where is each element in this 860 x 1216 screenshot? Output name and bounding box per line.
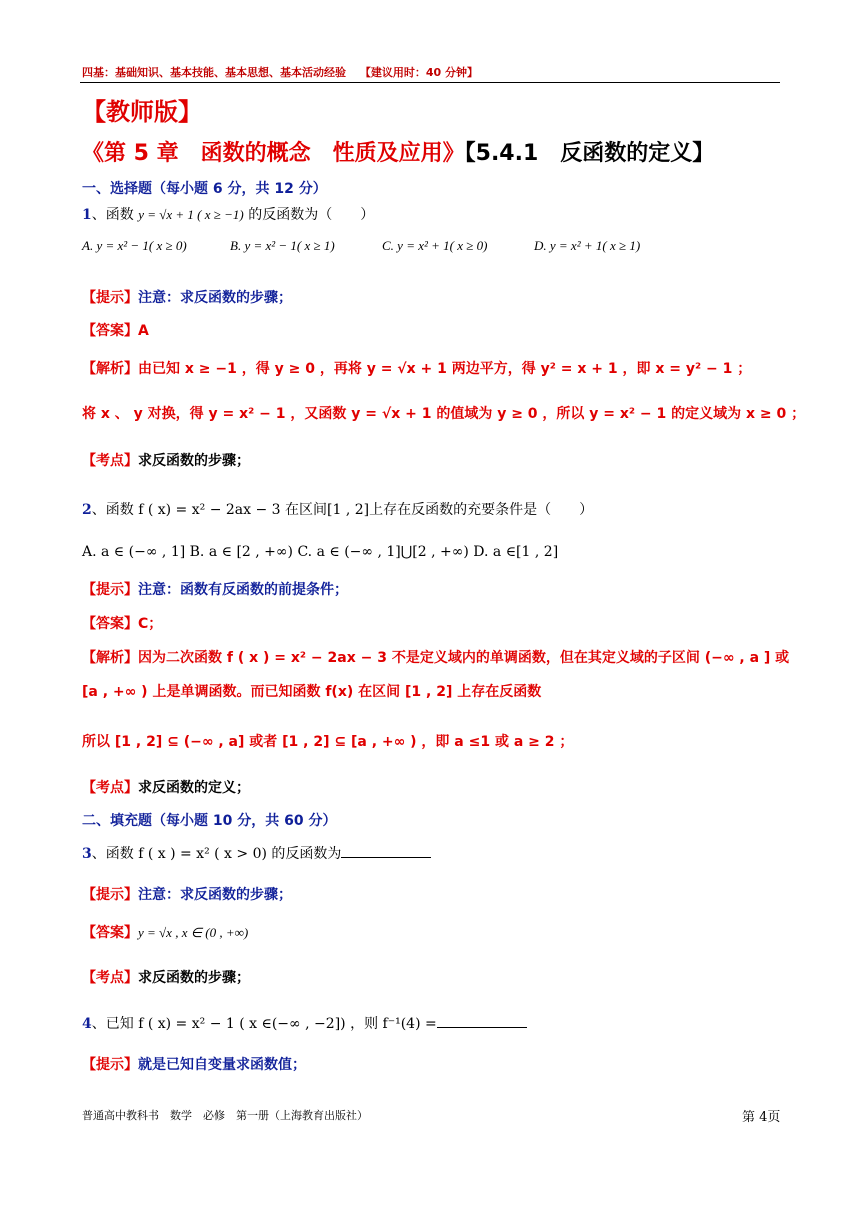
answer-text: A (138, 323, 149, 339)
question-stem: 函数 f ( x) = x² − 2ax − 3 在区间[1 , 2]上存在反函数的充要条件是（ ） (105, 502, 594, 518)
page-title (82, 136, 714, 167)
q2-point (82, 777, 250, 797)
option-b: B. y = x² − 1( x ≥ 1) (230, 238, 335, 253)
hint-label: 【提示】 (82, 1057, 138, 1073)
q2-analysis-line1 (82, 647, 789, 667)
q2-answer (82, 613, 162, 633)
question-stem: 函数 f ( x ) = x² ( x > 0) 的反函数为 (105, 846, 342, 862)
footer-book-info: 普通高中教科书 数学 必修 第一册（上海教育出版社） (82, 1109, 368, 1122)
analysis-label: 【解析】 (82, 650, 138, 666)
q2-analysis-line3 (82, 731, 573, 751)
answer-label: 【答案】 (82, 616, 138, 632)
point-label: 【考点】 (82, 970, 138, 986)
point-text: 求反函数的步骤； (138, 453, 250, 469)
header-left-text: 四基：基础知识、基本技能、基本思想、基本活动经验 (82, 66, 346, 79)
q1-analysis-line1 (82, 358, 751, 378)
question-stem-end: 的反函数为（ ） (243, 207, 375, 223)
q1-point (82, 450, 250, 470)
answer-blank (341, 843, 431, 858)
question-stem: 已知 f ( x) = x² − 1 ( x ∈(−∞ , −2]) ，则 f⁻¹(4) = (105, 1016, 437, 1032)
analysis-text: [a , +∞ ) 上是单调函数。而已知函数 f(x) 在区间 [1 , 2] 上存在反函数 (82, 684, 542, 700)
point-text: 求反函数的定义； (138, 780, 250, 796)
header-rule (80, 82, 780, 83)
question-sep: 、 (91, 502, 106, 518)
q4-hint (82, 1054, 306, 1074)
question-stem: 函数 (105, 207, 139, 223)
answer-label: 【答案】 (82, 925, 138, 941)
question-number: 4 (82, 1016, 92, 1032)
point-label: 【考点】 (82, 453, 138, 469)
hint-text: 注意：求反函数的步骤； (138, 887, 292, 903)
q2-analysis-line2 (82, 681, 541, 701)
section-heading-fill: 二、填充题（每小题 10 分，共 60 分） (82, 813, 337, 829)
analysis-text: 因为二次函数 f ( x ) = x² − 2ax − 3 不是定义域内的单调函数，但在其定义域的子区间 (−∞ , a ] 或 (138, 650, 790, 666)
question-number: 1 (82, 207, 92, 223)
question-sep: 、 (91, 1016, 106, 1032)
lesson-title: 【5.4.1 反函数的定义】 (464, 141, 715, 166)
section-heading-choice: 一、选择题（每小题 6 分，共 12 分） (82, 181, 327, 197)
option-d: D. y = x² + 1( x ≥ 1) (534, 238, 641, 253)
question-sep: 、 (91, 207, 106, 223)
question-1 (82, 204, 374, 224)
question-1-options (82, 238, 640, 254)
edition-label: 【教师版】 (82, 98, 202, 126)
answer-blank (437, 1013, 527, 1028)
analysis-text: 由已知 x ≥ −1 ，得 y ≥ 0 ，再将 y = √x + 1 两边平方，得 y² = x + 1 ，即 x = y² − 1 ； (138, 361, 752, 377)
q2-hint (82, 579, 348, 599)
chapter-title: 《第 5 章 函数的概念 性质及应用》 (82, 141, 465, 166)
hint-text: 注意：函数有反函数的前提条件； (138, 582, 348, 598)
hint-text: 注意：求反函数的步骤； (138, 290, 292, 306)
question-3 (82, 843, 431, 863)
hint-text: 就是已知自变量求函数值； (138, 1057, 306, 1073)
q1-answer (82, 320, 149, 340)
q1-hint (82, 287, 292, 307)
question-sep: 、 (91, 846, 106, 862)
question-2-options: A. a ∈ (−∞ , 1] B. a ∈ [2 , +∞) C. a ∈ (−∞ , 1]⋃[2 , +∞) D. a ∈[1 , 2] (82, 544, 559, 560)
option-a: A. y = x² − 1( x ≥ 0) (82, 238, 187, 253)
page-header (82, 64, 478, 80)
question-number: 3 (82, 846, 92, 862)
analysis-label: 【解析】 (82, 361, 138, 377)
question-formula: y = √x + 1 ( x ≥ −1) (138, 207, 244, 222)
answer-text: y = √x , x ∈ (0 , +∞) (138, 925, 249, 940)
question-number: 2 (82, 502, 92, 518)
q3-answer (82, 922, 248, 942)
point-text: 求反函数的步骤； (138, 970, 250, 986)
answer-label: 【答案】 (82, 323, 138, 339)
answer-text: C； (138, 616, 163, 632)
question-4 (82, 1013, 527, 1033)
q1-analysis-line2 (82, 403, 805, 423)
question-2 (82, 499, 593, 519)
q3-point (82, 967, 250, 987)
hint-label: 【提示】 (82, 290, 138, 306)
hint-label: 【提示】 (82, 582, 138, 598)
q3-hint (82, 884, 292, 904)
header-time-hint: 【建议用时：40 分钟】 (359, 66, 478, 79)
option-c: C. y = x² + 1( x ≥ 0) (382, 238, 488, 253)
analysis-text: 所以 [1 , 2] ⊆ (−∞ , a] 或者 [1 , 2] ⊆ [a , +∞ ) ，即 a ≤1 或 a ≥ 2 ； (82, 734, 574, 750)
hint-label: 【提示】 (82, 887, 138, 903)
point-label: 【考点】 (82, 780, 138, 796)
page-number: 第 4页 (742, 1110, 781, 1125)
analysis-text: 将 x 、 y 对换，得 y = x² − 1 ，又函数 y = √x + 1 的值域为 y ≥ 0 ，所以 y = x² − 1 的定义域为 x ≥ 0 ； (82, 406, 806, 422)
